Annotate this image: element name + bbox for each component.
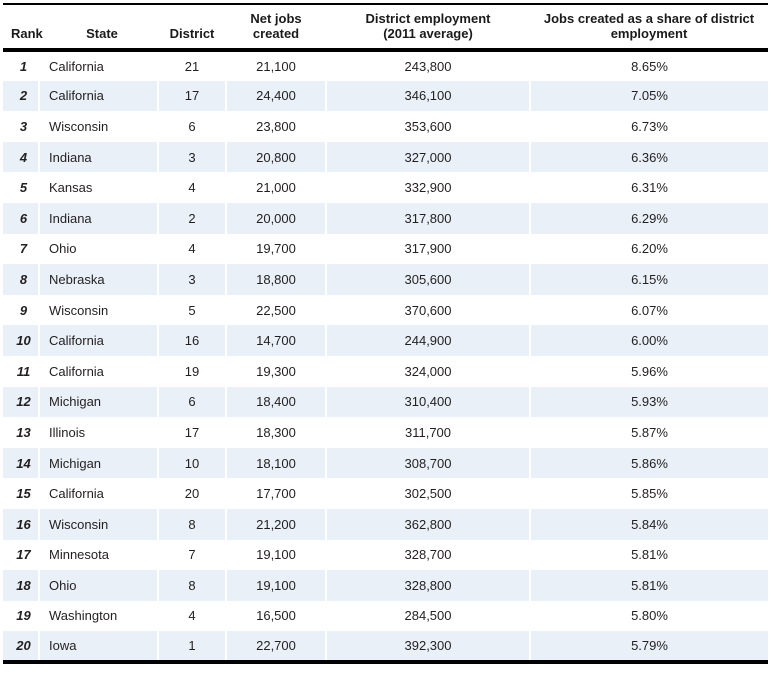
- cell-district-employment: 328,700: [326, 540, 530, 571]
- cell-net-jobs-created: 18,100: [226, 448, 326, 479]
- cell-district-employment: 353,600: [326, 111, 530, 142]
- col-header-state-label: State: [86, 26, 118, 41]
- table-row: [3, 50, 768, 81]
- table-row: [3, 631, 768, 662]
- cell-rank: 7: [19, 241, 28, 257]
- cell-state: Illinois: [39, 417, 158, 448]
- table-row: [3, 203, 768, 234]
- cell-jobs-share: 6.15%: [530, 264, 768, 295]
- cell-net-jobs-created: 19,700: [226, 234, 326, 265]
- cell-district-employment: 243,800: [326, 50, 530, 81]
- cell-state: Indiana: [39, 142, 158, 173]
- cell-state: Washington: [39, 601, 158, 632]
- cell-district: 3: [158, 264, 226, 295]
- cell-jobs-share: 6.31%: [530, 172, 768, 203]
- cell-district: 4: [158, 601, 226, 632]
- cell-net-jobs-created: 18,800: [226, 264, 326, 295]
- cell-state: Wisconsin: [39, 111, 158, 142]
- cell-net-jobs-created: 21,200: [226, 509, 326, 540]
- cell-jobs-share: 5.86%: [530, 448, 768, 479]
- cell-rank: 13: [16, 424, 31, 440]
- cell-net-jobs-created: 21,000: [226, 172, 326, 203]
- cell-rank: 17: [16, 547, 31, 563]
- cell-net-jobs-created: 18,300: [226, 417, 326, 448]
- cell-district-employment: 310,400: [326, 387, 530, 418]
- cell-state: Indiana: [39, 203, 158, 234]
- cell-district-employment: 370,600: [326, 295, 530, 326]
- table-row: [3, 295, 768, 326]
- cell-net-jobs-created: 23,800: [226, 111, 326, 142]
- table-row: [3, 601, 768, 632]
- cell-rank: 2: [19, 88, 28, 104]
- table-row: [3, 478, 768, 509]
- cell-rank: 12: [16, 394, 31, 410]
- cell-district-employment: 346,100: [326, 81, 530, 112]
- cell-rank: 15: [16, 486, 31, 502]
- table-row: [3, 356, 768, 387]
- cell-district: 4: [158, 234, 226, 265]
- cell-district-employment: 328,800: [326, 570, 530, 601]
- table-row: [3, 570, 768, 601]
- cell-district: 16: [158, 325, 226, 356]
- table-row: [3, 540, 768, 571]
- table-row: [3, 264, 768, 295]
- cell-rank: 4: [19, 149, 28, 165]
- col-header-district: [158, 4, 226, 50]
- table-row: [3, 509, 768, 540]
- cell-district-employment: 302,500: [326, 478, 530, 509]
- cell-net-jobs-created: 22,700: [226, 631, 326, 662]
- cell-district: 3: [158, 142, 226, 173]
- cell-district-employment: 305,600: [326, 264, 530, 295]
- cell-rank: 11: [16, 363, 31, 379]
- cell-rank: 5: [19, 180, 28, 196]
- cell-rank: 19: [16, 608, 31, 624]
- cell-rank: 10: [16, 333, 31, 349]
- cell-district-employment: 308,700: [326, 448, 530, 479]
- cell-jobs-share: 5.81%: [530, 570, 768, 601]
- cell-jobs-share: 6.73%: [530, 111, 768, 142]
- cell-district: 8: [158, 570, 226, 601]
- col-header-rank: [3, 4, 43, 50]
- cell-rank: 14: [16, 455, 31, 471]
- table-row: [3, 417, 768, 448]
- table-row: [3, 111, 768, 142]
- cell-net-jobs-created: 14,700: [226, 325, 326, 356]
- cell-jobs-share: 5.81%: [530, 540, 768, 571]
- cell-state: California: [39, 81, 158, 112]
- cell-district: 8: [158, 509, 226, 540]
- cell-district: 4: [158, 172, 226, 203]
- cell-jobs-share: 7.05%: [530, 81, 768, 112]
- cell-state: California: [39, 50, 158, 81]
- cell-net-jobs-created: 19,100: [226, 570, 326, 601]
- cell-district: 1: [158, 631, 226, 662]
- cell-net-jobs-created: 18,400: [226, 387, 326, 418]
- cell-district: 19: [158, 356, 226, 387]
- cell-jobs-share: 5.79%: [530, 631, 768, 662]
- table-row: [3, 142, 768, 173]
- cell-district-employment: 332,900: [326, 172, 530, 203]
- cell-jobs-share: 5.80%: [530, 601, 768, 632]
- table-row: [3, 172, 768, 203]
- cell-jobs-share: 6.20%: [530, 234, 768, 265]
- cell-rank: 18: [16, 577, 31, 593]
- cell-district-employment: 317,900: [326, 234, 530, 265]
- cell-state: Wisconsin: [39, 509, 158, 540]
- cell-district-employment: 317,800: [326, 203, 530, 234]
- cell-rank: 1: [19, 58, 28, 74]
- cell-district-employment: 327,000: [326, 142, 530, 173]
- cell-district: 17: [158, 417, 226, 448]
- cell-net-jobs-created: 21,100: [226, 50, 326, 81]
- cell-jobs-share: 6.29%: [530, 203, 768, 234]
- cell-state: California: [39, 325, 158, 356]
- col-header-district-employment-label: District employment (2011 average): [365, 11, 491, 41]
- cell-rank: 20: [16, 638, 31, 654]
- table-row: [3, 387, 768, 418]
- table-body: [3, 50, 768, 662]
- header-row: [3, 4, 768, 50]
- cell-net-jobs-created: 22,500: [226, 295, 326, 326]
- col-header-net-jobs-created-label: Net jobs created: [250, 11, 302, 41]
- cell-jobs-share: 5.93%: [530, 387, 768, 418]
- cell-state: Wisconsin: [39, 295, 158, 326]
- cell-net-jobs-created: 16,500: [226, 601, 326, 632]
- table-row: [3, 325, 768, 356]
- cell-rank: 6: [19, 210, 28, 226]
- cell-rank: 8: [19, 271, 28, 287]
- cell-state: Ohio: [39, 570, 158, 601]
- col-header-jobs-share: [530, 4, 768, 50]
- district-jobs-table: [3, 3, 768, 664]
- cell-net-jobs-created: 24,400: [226, 81, 326, 112]
- cell-state: California: [39, 478, 158, 509]
- cell-district: 20: [158, 478, 226, 509]
- cell-rank: 9: [19, 302, 28, 318]
- col-header-jobs-share-label: Jobs created as a share of district employment: [543, 11, 755, 41]
- cell-jobs-share: 5.84%: [530, 509, 768, 540]
- cell-state: Iowa: [39, 631, 158, 662]
- cell-jobs-share: 5.85%: [530, 478, 768, 509]
- cell-district: 6: [158, 111, 226, 142]
- cell-state: California: [39, 356, 158, 387]
- cell-net-jobs-created: 20,000: [226, 203, 326, 234]
- cell-state: Ohio: [39, 234, 158, 265]
- cell-state: Michigan: [39, 448, 158, 479]
- cell-district-employment: 324,000: [326, 356, 530, 387]
- cell-net-jobs-created: 17,700: [226, 478, 326, 509]
- col-header-district-employment: [326, 4, 530, 50]
- cell-district: 5: [158, 295, 226, 326]
- cell-net-jobs-created: 19,100: [226, 540, 326, 571]
- col-header-rank-label: Rank: [11, 26, 43, 41]
- cell-district: 21: [158, 50, 226, 81]
- cell-district: 6: [158, 387, 226, 418]
- cell-district-employment: 362,800: [326, 509, 530, 540]
- col-header-net-jobs-created: [226, 4, 326, 50]
- cell-net-jobs-created: 20,800: [226, 142, 326, 173]
- cell-state: Nebraska: [39, 264, 158, 295]
- cell-jobs-share: 8.65%: [530, 50, 768, 81]
- cell-district: 2: [158, 203, 226, 234]
- cell-net-jobs-created: 19,300: [226, 356, 326, 387]
- cell-jobs-share: 6.00%: [530, 325, 768, 356]
- table-row: [3, 448, 768, 479]
- cell-jobs-share: 5.87%: [530, 417, 768, 448]
- cell-district: 7: [158, 540, 226, 571]
- cell-state: Kansas: [39, 172, 158, 203]
- cell-jobs-share: 6.36%: [530, 142, 768, 173]
- cell-district: 10: [158, 448, 226, 479]
- cell-rank: 16: [16, 516, 31, 532]
- cell-state: Minnesota: [39, 540, 158, 571]
- table-header: [3, 4, 768, 50]
- cell-district: 17: [158, 81, 226, 112]
- cell-rank: 3: [19, 118, 28, 134]
- table-row: [3, 234, 768, 265]
- cell-district-employment: 284,500: [326, 601, 530, 632]
- cell-district-employment: 392,300: [326, 631, 530, 662]
- cell-district-employment: 244,900: [326, 325, 530, 356]
- cell-jobs-share: 5.96%: [530, 356, 768, 387]
- col-header-state: [39, 4, 158, 50]
- cell-jobs-share: 6.07%: [530, 295, 768, 326]
- table-row: [3, 81, 768, 112]
- cell-district-employment: 311,700: [326, 417, 530, 448]
- col-header-district-label: District: [169, 26, 215, 41]
- cell-state: Michigan: [39, 387, 158, 418]
